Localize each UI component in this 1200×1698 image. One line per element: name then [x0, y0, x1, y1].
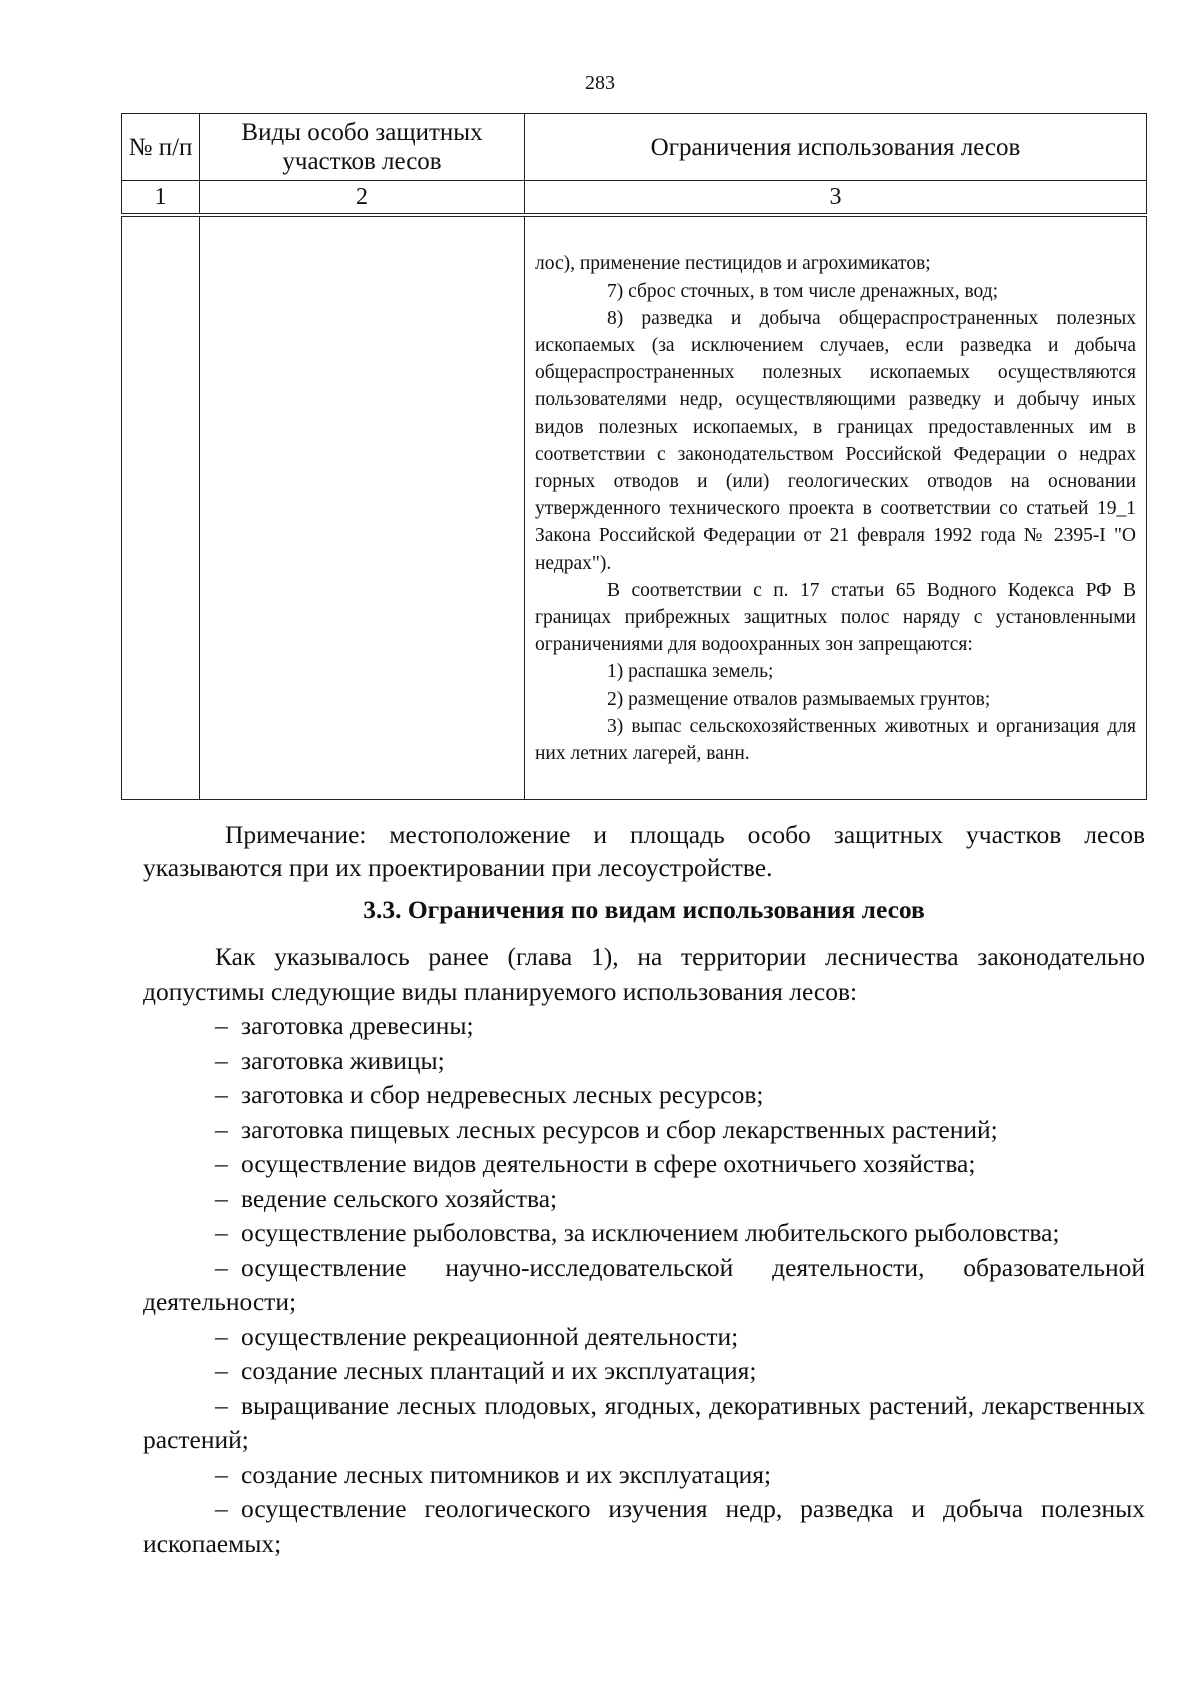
column-number: 3 — [525, 181, 1147, 215]
dash-bullet: – — [215, 1011, 228, 1040]
restriction-paragraph: 8) разведка и добыча общераспространенных полезных ископаемых (за исключением случаев, если разведка и добыча общераспространенных полезных ископаемых осуществляются пользователями недр, осуществляющими разведку и добычу иных видов полезных ископаемых, в границах предоставленных им в соответствии с законодательством Российской Федерации о недрах горных отводов и (или) геологических отводов на основании утвержденного технического проекта в соответствии со статьей 19_1 Закона Российской Федерации от 21 февраля 1992 года № 2395-I "О недрах"). — [535, 307, 1136, 574]
list-item: – осуществление видов деятельности в сфере охотничьего хозяйства; — [143, 1147, 1145, 1182]
list-item: – заготовка и сбор недревесных лесных ресурсов; — [143, 1078, 1145, 1113]
cell-number — [122, 215, 200, 800]
cell-restrictions — [525, 215, 1147, 800]
restriction-paragraph: 3) выпас сельскохозяйственных животных и организация для них летних лагерей, ванн. — [535, 715, 1136, 764]
dash-bullet: – — [215, 1114, 228, 1144]
header-restrictions: Ограничения использования лесов — [525, 114, 1147, 181]
dash-bullet: – — [215, 1252, 228, 1282]
section-intro: Как указывалось ранее (глава 1), на территории лесничества законодательно допустимы следующие виды планируемого использования лесов: — [143, 942, 1145, 1006]
column-number: 1 — [122, 181, 200, 215]
list-item: – создание лесных питомников и их эксплуатация; — [143, 1458, 1145, 1493]
restriction-paragraph: 1) распашка земель; — [607, 661, 774, 683]
restrictions-table — [121, 113, 1147, 800]
list-item: – осуществление рыболовства, за исключением любительского рыболовства; — [143, 1216, 1145, 1251]
restriction-paragraph: 2) размещение отвалов размываемых грунтов; — [607, 688, 991, 710]
list-item: – заготовка пищевых лесных ресурсов и сбор лекарственных растений; — [143, 1113, 1145, 1148]
dash-bullet: – — [215, 1080, 228, 1109]
table-row — [122, 215, 1147, 800]
table-column-numbers-row — [122, 181, 1147, 215]
list-item: – выращивание лесных плодовых, ягодных, декоративных растений, лекарственных растений; — [143, 1390, 1145, 1454]
section-body — [143, 940, 1145, 1561]
list-item: – ведение сельского хозяйства; — [143, 1182, 1145, 1217]
dash-bullet: – — [215, 1149, 228, 1178]
cell-area-type — [200, 215, 525, 800]
list-item: – заготовка живицы; — [143, 1044, 1145, 1079]
dash-bullet: – — [215, 1356, 228, 1385]
dash-bullet: – — [215, 1183, 228, 1213]
table-note: Примечание: местоположение и площадь особо защитных участков лесов указываются при их проектировании при лесоустройстве. — [143, 820, 1145, 882]
list-item: – осуществление научно-исследовательской деятельности, образовательной деятельности; — [143, 1252, 1145, 1316]
restriction-paragraph: В соответствии с п. 17 статьи 65 Водного Кодекса РФ В границах прибрежных защитных полос наряду с установленными ограничениями для водоохранных зон запрещаются: — [535, 579, 1136, 656]
list-item: – заготовка древесины; — [143, 1009, 1145, 1044]
restriction-paragraph: лос), применение пестицидов и агрохимикатов; — [535, 253, 931, 275]
page-number: 283 — [585, 72, 615, 94]
header-number: № п/п — [122, 114, 200, 181]
column-number: 2 — [200, 181, 525, 215]
list-item: – осуществление геологического изучения недр, разведка и добыча полезных ископаемых; — [143, 1494, 1145, 1558]
header-protective-areas: Виды особо защитных участков лесов — [200, 114, 525, 181]
usage-types-list — [143, 1009, 1145, 1561]
dash-bullet: – — [215, 1390, 228, 1420]
dash-bullet: – — [215, 1459, 228, 1489]
dash-bullet: – — [215, 1321, 228, 1351]
dash-bullet: – — [215, 1494, 228, 1523]
restriction-paragraph: 7) сброс сточных, в том числе дренажных, вод; — [607, 280, 999, 302]
table-header-row — [122, 114, 1147, 181]
section-title: 3.3. Ограничения по видам использования лесов — [363, 895, 925, 924]
list-item: – создание лесных плантаций и их эксплуатация; — [143, 1354, 1145, 1389]
dash-bullet: – — [215, 1218, 228, 1247]
list-item: – осуществление рекреационной деятельности; — [143, 1320, 1145, 1355]
dash-bullet: – — [215, 1045, 228, 1075]
